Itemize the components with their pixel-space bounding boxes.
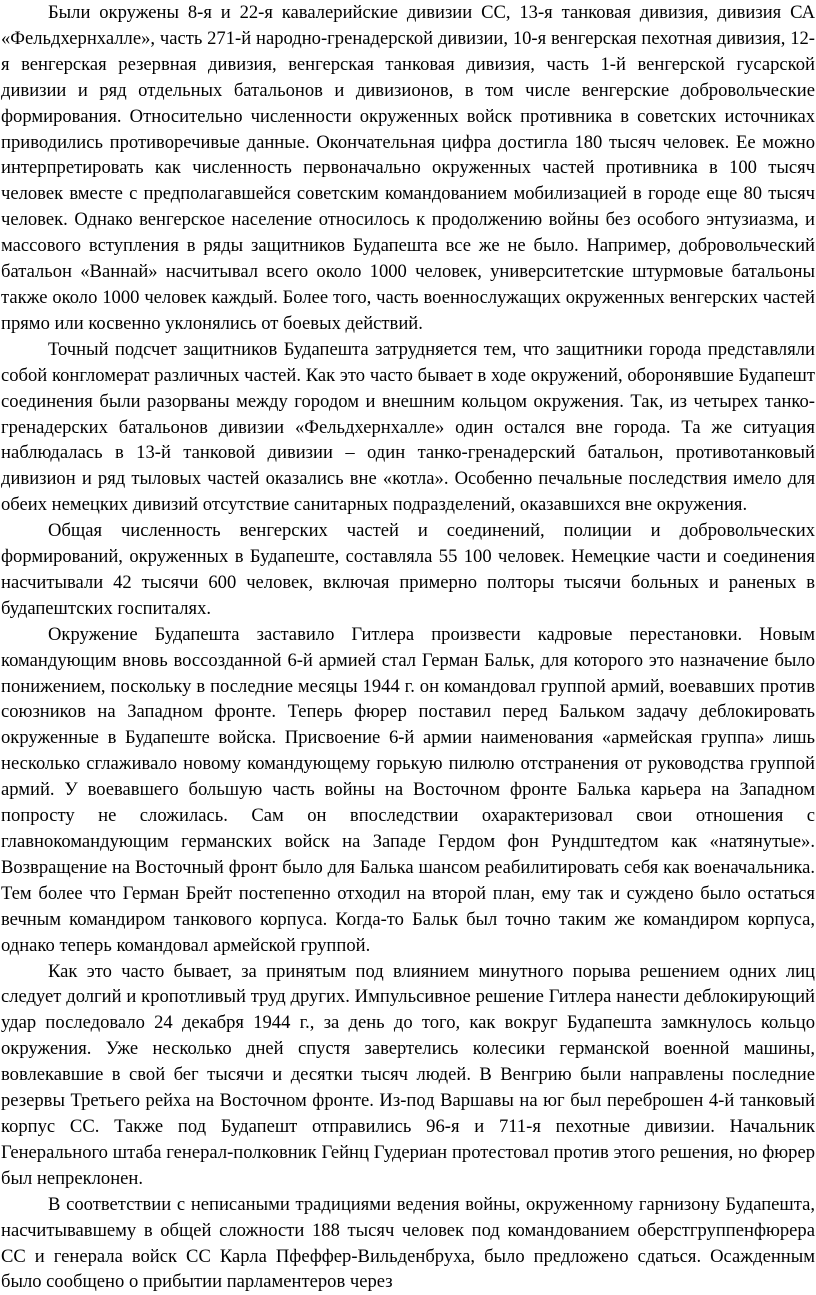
paragraph-defenders-count: Точный подсчет защитников Будапешта затрудняется тем, что защитники города представляли собой конгломерат различных частей. Как это часто бывает в ходе окружений, оборонявшие Будапешт соединения были разорваны между городом и внешним кольцом окружения. Так, из четырех танко-гренадерских батальонов дивизии «Фельдхернхалле» один остался вне города. Та же ситуация наблюдалась в 13-й танковой дивизии – один танко-гренадерский батальон, противотанковый дивизион и ряд тыловых частей оказались вне «котла». Особенно печальные последствия имело для обеих немецких дивизий отсутствие санитарных подразделений, оказавшихся вне окружения.	[1, 338, 815, 516]
paragraph-total-strength: Общая численность венгерских частей и соединений, полиции и добровольческих формирований, окруженных в Будапеште, составляла 55 100 человек. Немецкие части и соединения насчитывали 42 тысячи 600 человек, включая примерно полторы тысячи больных и раненых в будапештских госпиталях.	[1, 520, 815, 619]
paragraph-balck-appointment: Окружение Будапешта заставило Гитлера произвести кадровые перестановки. Новым командующим вновь воссозданной 6-й армией стал Герман Бальк, для которого это назначение было понижением, поскольку в последние месяцы 1944 г. он командовал группой армий, воевавших против союзников на Западном фронте. Теперь фюрер поставил перед Бальком задачу деблокировать окруженные в Будапеште войска. Присвоение 6-й армии наименования «армейская группа» лишь несколько сглаживало новому командующему горькую пилюлю отстранения от руководства группой армий. У воевавшего большую часть войны на Восточном фронте Балька карьера на Западном попросту не сложилась. Сам он впоследствии охарактеризовал свои отношения с главнокомандующим германских войск на Западе Гердом фон Рундштедтом как «натянутые». Возвращение на Восточный фронт было для Балька шансом реабилитировать себя как военачальника. Тем более что Герман Брейт постепенно отходил на второй план, ему так и суждено было остаться вечным командиром танкового корпуса. Когда-то Бальк был точно таким же командиром корпуса, однако теперь командовал армейской группой.	[1, 623, 815, 956]
paragraph-relief-decision: Как это часто бывает, за принятым под влиянием минутного порыва решением одних лиц следует долгий и кропотливый труд других. Импульсивное решение Гитлера нанести деблокирующий удар последовало 24 декабря 1944 г., за день до того, как вокруг Будапешта замкнулось кольцо окружения. Уже несколько дней спустя завертелись колесики германской военной машины, вовлекавшие в свой бег тысячи и десятки тысяч людей. В Венгрию были направлены последние резервы Третьего рейха на Восточном фронте. Из-под Варшавы на юг был переброшен 4-й танковый корпус СС. Также под Будапешт отправились 96-я и 711-я пехотные дивизии. Начальник Генерального штаба генерал-полковник Гейнц Гудериан протестовал против этого решения, но фюрер был непреклонен.	[1, 960, 815, 1189]
paragraph-encircled-units: Были окружены 8-я и 22-я кавалерийские дивизии СС, 13-я танковая дивизия, дивизия СА «Фельдхернхалле», часть 271-й народно-гренадерской дивизии, 10-я венгерская пехотная дивизия, 12-я венгерская резервная дивизия, венгерская танковая дивизия, часть 1-й венгерской гусарской дивизии и ряд отдельных батальонов и дивизионов, в том числе венгерские добровольческие формирования. Относительно численности окруженных войск противника в советских источниках приводились противоречивые данные. Окончательная цифра достигла 180 тысяч человек. Ее можно интерпретировать как численность первоначально окруженных частей противника в 100 тысяч человек вместе с предполагавшейся советским командованием мобилизацией в городе еще 80 тысяч человек. Однако венгерское население относилось к продолжению войны без особого энтузиазма, и массового вступления в ряды защитников Будапешта все же не было. Например, добровольческий батальон «Ваннай» насчитывал всего около 1000 человек, университетские штурмовые батальоны также около 1000 человек каждый. Более того, часть военнослужащих окруженных венгерских частей прямо или косвенно уклонялись от боевых действий.	[1, 2, 815, 334]
document-body	[1, 0, 815, 1295]
paragraph-surrender-offer: В соответствии с неписаными традициями ведения войны, окруженному гарнизону Будапешта, насчитывавшему в общей сложности 188 тысяч человек под командованием оберстгруппенфюрера СС и генерала войск СС Карла Пфеффер-Вильденбруха, было предложено сдаться. Осажденным было сообщено о прибытии парламентеров через	[1, 1193, 815, 1293]
